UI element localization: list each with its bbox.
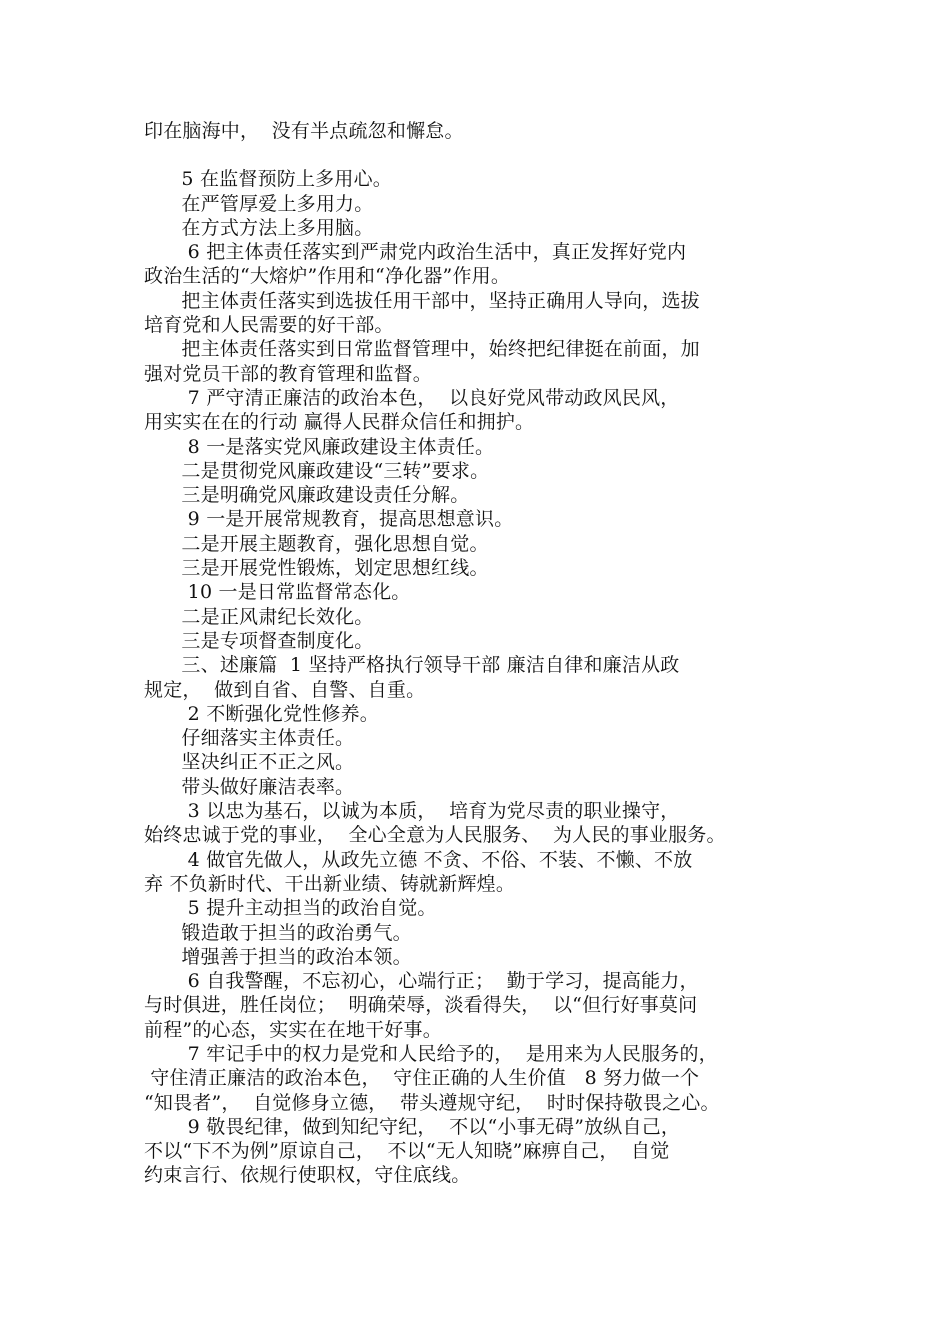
text-line: 约束言行、依规行使职权，守住底线。 (144, 1164, 471, 1187)
text-line: 5 在监督预防上多用心。 (144, 168, 392, 191)
text-line: 7 牢记手中的权力是党和人民给予的， 是用来为人民服务的， (144, 1042, 718, 1065)
text-line: 与时俱进，胜任岗位； 明确荣辱，淡看得失， 以“但行好事莫问 (144, 994, 698, 1017)
text-line: 用实实在在的行动 赢得人民群众信任和拥护。 (144, 411, 535, 434)
text-line: 10 一是日常监督常态化。 (144, 581, 411, 604)
text-line: 二是正风肃纪长效化。 (144, 605, 374, 628)
text-line: 6 自我警醒，不忘初心，心端行正； 勤于学习，提高能力， (144, 970, 699, 993)
text-line: 弃 不负新时代、干出新业绩、铸就新辉煌。 (144, 872, 516, 895)
text-line: 8 一是落实党风廉政建设主体责任。 (144, 435, 495, 458)
blank-line (144, 143, 812, 167)
text-line: 三是明确党风廉政建设责任分解。 (144, 484, 470, 507)
text-line: 始终忠诚于党的事业， 全心全意为人民服务、 为人民的事业服务。 (144, 824, 726, 847)
text-line: 3 以忠为基石，以诚为本质， 培育为党尽责的职业操守， (144, 800, 680, 823)
text-line: 4 做官先做人，从政先立德 不贪、不俗、不装、不懒、不放 (144, 848, 693, 871)
text-line: 三是开展党性锻炼，划定思想红线。 (144, 557, 489, 580)
text-line: “知畏者”， 自觉修身立德， 带头遵规守纪， 时时保持敬畏之心。 (144, 1091, 720, 1114)
text-line: 5 提升主动担当的政治自觉。 (144, 897, 437, 920)
text-line: 不以“下不为例”原谅自己， 不以“无人知晓”麻痹自己， 自觉 (144, 1140, 670, 1163)
text-line: 把主体责任落实到选拔任用干部中，坚持正确用人导向，选拔 (144, 289, 700, 312)
text-line: 印在脑海中， 没有半点疏忽和懈怠。 (144, 120, 464, 142)
text-line: 在严管厚爱上多用力。 (144, 192, 374, 215)
text-line: 锻造敢于担当的政治勇气。 (144, 921, 412, 944)
text-line: 三、述廉篇 1 坚持严格执行领导干部 廉洁自律和廉洁从政 (144, 654, 680, 677)
text-line: 7 严守清正廉洁的政治本色， 以良好党风带动政风民风， (144, 386, 680, 409)
text-line: 二是开展主题教育，强化思想自觉。 (144, 532, 489, 555)
text-line: 9 敬畏纪律，做到知纪守纪， 不以“小事无碍”放纵自己， (144, 1115, 681, 1138)
text-line: 培育党和人民需要的好干部。 (144, 314, 394, 337)
text-line: 坚决纠正不正之风。 (144, 751, 355, 774)
text-line: 把主体责任落实到日常监督管理中，始终把纪律挺在前面，加 (144, 338, 700, 361)
text-line: 二是贯彻党风廉政建设“三转”要求。 (144, 459, 490, 482)
text-line: 三是专项督查制度化。 (144, 629, 374, 652)
text-line: 仔细落实主体责任。 (144, 727, 355, 750)
text-line: 前程”的心态，实实在在地干好事。 (144, 1018, 442, 1041)
text-line: 强对党员干部的教育管理和监督。 (144, 362, 433, 385)
document-body (144, 119, 812, 1188)
text-line: 政治生活的“大熔炉”作用和“净化器”作用。 (144, 265, 511, 288)
text-line: 6 把主体责任落实到严肃党内政治生活中，真正发挥好党内 (144, 241, 687, 264)
text-line: 增强善于担当的政治本领。 (144, 945, 412, 968)
text-line: 2 不断强化党性修养。 (144, 702, 380, 725)
text-line: 在方式方法上多用脑。 (144, 216, 374, 239)
text-line: 9 一是开展常规教育，提高思想意识。 (144, 508, 514, 531)
text-line: 守住清正廉洁的政治本色， 守住正确的人生价值 8 努力做一个 (144, 1067, 700, 1090)
text-line: 带头做好廉洁表率。 (144, 775, 355, 798)
text-line: 规定， 做到自省、自警、自重。 (144, 678, 426, 701)
